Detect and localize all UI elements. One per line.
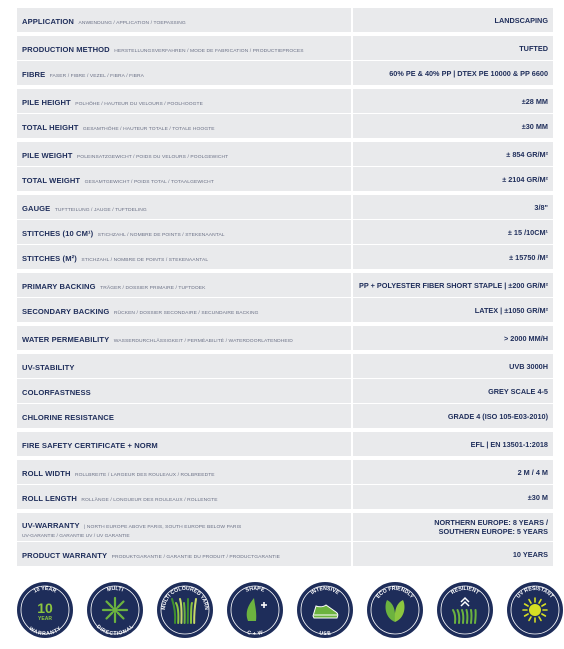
- spec-value: LATEX | ±1050 GR/M²: [474, 305, 548, 315]
- spec-row: [17, 273, 553, 297]
- spec-row: [17, 354, 553, 378]
- spec-value-cell: [353, 195, 553, 219]
- spec-label-cell: [17, 273, 353, 297]
- spec-value: UVB 3000H: [509, 361, 548, 371]
- spec-translation: | NORTH EUROPE ABOVE PARIS, SOUTH EUROPE BELOW PARIS: [84, 525, 242, 530]
- spec-row: [17, 432, 553, 456]
- spec-label-cell: [17, 432, 353, 456]
- spec-value-cell: [353, 8, 553, 32]
- spec-value: 10 YEARS: [512, 549, 548, 559]
- spec-label-cell: [17, 542, 353, 566]
- spec-translation: PRODUKTGARANTIE / GARANTIE DU PRODUIT / PRODUCTGARANTIE: [111, 555, 281, 560]
- badge-bottom-label: C + W: [246, 629, 264, 638]
- spec-label-cell: [17, 404, 353, 428]
- badge-bottom-label: DIRECTIONAL: [95, 623, 136, 637]
- spec-value: PP + POLYESTER FIBER SHORT STAPLE | ±200 GR/M²: [359, 280, 548, 290]
- spec-label: WATER PERMEABILITY: [22, 335, 110, 344]
- spec-group: [17, 195, 553, 269]
- badge-top-label: MULTI: [106, 585, 124, 594]
- spec-group: [17, 8, 553, 32]
- spec-value-cell: [353, 513, 553, 541]
- spec-row: [17, 142, 553, 166]
- spec-label-cell: [17, 61, 353, 85]
- spec-group: [17, 326, 553, 350]
- spec-label-cell: [17, 89, 353, 113]
- spec-label: SECONDARY BACKING: [22, 307, 110, 316]
- spec-label-cell: [17, 36, 353, 60]
- badge-top-label: ECO FRIENDLY: [375, 585, 415, 600]
- spec-value: EFL | EN 13501-1:2018: [470, 439, 548, 449]
- spec-label: GAUGE: [22, 204, 51, 213]
- spec-label-cell: [17, 513, 353, 541]
- spec-label-cell: [17, 326, 353, 350]
- spec-value-cell: [353, 460, 553, 484]
- spec-label: STITCHES (M²): [22, 254, 77, 263]
- spec-group: [17, 36, 553, 85]
- badge-top-label: 10 YEAR: [32, 585, 58, 595]
- spec-translation: GESAMTGEWICHT / POIDS TOTAL / TOTAALGEWICHT: [84, 180, 214, 185]
- spec-label-cell: [17, 460, 353, 484]
- spec-label-cell: [17, 245, 353, 269]
- spec-label: UV-WARRANTY: [22, 521, 80, 530]
- spec-value: ± 2104 GR/M²: [502, 174, 548, 184]
- spec-row: [17, 460, 553, 484]
- warranty-10-year-icon: [16, 581, 74, 639]
- spec-row: [17, 60, 553, 85]
- spec-value-cell: [353, 542, 553, 566]
- spec-value-cell: [353, 142, 553, 166]
- spec-label-cell: [17, 220, 353, 244]
- spec-label-cell: [17, 485, 353, 509]
- spec-row: [17, 378, 553, 403]
- spec-translation-line2: UV-GARANTIE / GARANTIE UV / UV GARANTIE: [22, 534, 130, 539]
- spec-label-cell: [17, 195, 353, 219]
- spec-value: 3/8": [534, 202, 548, 212]
- spec-value: NORTHERN EUROPE: 8 YEARS /: [434, 518, 548, 527]
- spec-value-cell: [353, 432, 553, 456]
- svg-text:USE: [319, 630, 332, 637]
- spec-translation: GESAMTHÖHE / HAUTEUR TOTALE / TOTALE HOOGTE: [82, 127, 215, 132]
- spec-row: [17, 219, 553, 244]
- spec-value-cell: [353, 220, 553, 244]
- spec-value-cell: [353, 89, 553, 113]
- spec-translation: TRÄGER / DOSSIER PRIMAIRE / TUFTDOEK: [100, 286, 206, 291]
- spec-row: [17, 541, 553, 566]
- spec-label: PRODUCTION METHOD: [22, 45, 110, 54]
- badge-center-text: 10: [37, 600, 53, 616]
- spec-translation: POLHÖHE / HAUTEUR DU VELOURS / POOLHOOGTE: [75, 102, 203, 107]
- badge-top-label: UV RESISTANT: [515, 585, 555, 600]
- badge-top-label: INTENSIVE: [309, 585, 341, 597]
- spec-value: ± 15 /10CM¹: [507, 227, 548, 237]
- badge-bottom-label: USE: [318, 630, 332, 638]
- spec-value-cell: [353, 167, 553, 191]
- spec-label: FIRE SAFETY CERTIFICATE + NORM: [22, 441, 158, 450]
- spec-group: [17, 89, 553, 138]
- spec-value-cell: [353, 114, 553, 138]
- spec-row: [17, 195, 553, 219]
- shape-c-w-icon: [226, 581, 284, 639]
- spec-row: [17, 8, 553, 32]
- spec-label: FIBRE: [22, 70, 46, 79]
- spec-value-line2: SOUTHERN EUROPE: 5 YEARS: [438, 527, 548, 536]
- spec-label: TOTAL HEIGHT: [22, 123, 79, 132]
- spec-value-cell: [353, 273, 553, 297]
- spec-value-cell: [353, 404, 553, 428]
- spec-value: GRADE 4 (ISO 105-E03-2010): [447, 411, 548, 421]
- spec-label: PRIMARY BACKING: [22, 282, 96, 291]
- badge-top-label: RESILIENT: [450, 585, 480, 597]
- badge-top-label: MULTI COLOURED YARN: [160, 585, 210, 611]
- spec-value-cell: [353, 326, 553, 350]
- spec-label-cell: [17, 167, 353, 191]
- spec-value: 60% PE & 40% PP | DTEX PE 10000 & PP 6600: [389, 68, 548, 78]
- multi-directional-icon: [86, 581, 144, 639]
- spec-row: [17, 36, 553, 60]
- spec-label: STITCHES (10 CM¹): [22, 229, 94, 238]
- spec-value: 2 M / 4 M: [517, 467, 548, 477]
- spec-value-cell: [353, 354, 553, 378]
- spec-translation: ANWENDUNG / APPLICATION / TOEPASSING: [78, 21, 186, 26]
- spec-label: ROLL WIDTH: [22, 469, 71, 478]
- spec-label: COLORFASTNESS: [22, 388, 91, 397]
- spec-value: ±30 M: [527, 492, 548, 502]
- spec-row: [17, 113, 553, 138]
- spec-value: LANDSCAPING: [494, 15, 548, 25]
- uv-resistant-sun-icon: [506, 581, 564, 639]
- spec-label: PILE HEIGHT: [22, 98, 71, 107]
- spec-value: ± 854 GR/M²: [506, 149, 548, 159]
- spec-value: ±28 MM: [521, 96, 548, 106]
- spec-translation: HERSTELLUNGSVERFAHREN / MODE DE FABRICATION / PRODUCTIEPROCES: [114, 49, 304, 54]
- spec-translation: ROLLBREITE / LARGEUR DES ROULEAUX / ROLBREEDTE: [74, 473, 215, 478]
- spec-label: UV-STABILITY: [22, 363, 75, 372]
- badge-bottom-label: WARRANTY: [27, 625, 63, 638]
- multi-coloured-yarn-icon: [156, 581, 214, 639]
- spec-value-cell: [353, 245, 553, 269]
- spec-label: ROLL LENGTH: [22, 494, 77, 503]
- spec-label-cell: [17, 114, 353, 138]
- spec-label: TOTAL WEIGHT: [22, 176, 81, 185]
- spec-translation: RÜCKEN / DOSSIER SECONDAIRE / SECUNDAIRE BACKING: [113, 311, 259, 316]
- spec-group: [17, 460, 553, 509]
- spec-label-cell: [17, 142, 353, 166]
- spec-group: [17, 142, 553, 191]
- spec-value: GREY SCALE 4-5: [488, 386, 548, 396]
- intensive-use-shoe-icon: [296, 581, 354, 639]
- spec-value-cell: [353, 61, 553, 85]
- feature-badges: [14, 581, 554, 641]
- spec-group: [17, 354, 553, 428]
- spec-row: [17, 89, 553, 113]
- spec-value-cell: [353, 298, 553, 322]
- spec-translation: TUFTTEILUNG / JAUGE / TUFTDELING: [54, 208, 147, 213]
- spec-row: [17, 403, 553, 428]
- spec-row: [17, 326, 553, 350]
- spec-group: [17, 273, 553, 322]
- badge-top-label: SHAPE: [244, 585, 266, 594]
- spec-label: CHLORINE RESISTANCE: [22, 413, 115, 422]
- spec-row: [17, 513, 553, 541]
- spec-translation: POLEINSATZGEWICHT / POIDS DU VELOURS / POOLGEWICHT: [76, 155, 229, 160]
- spec-value: ±30 MM: [521, 121, 548, 131]
- spec-translation: STICHZAHL / NOMBRE DE POINTS / STEKENAANTAL: [81, 258, 209, 263]
- spec-translation: STICHZAHL / NOMBRE DE POINTS / STEKENAANTAL: [97, 233, 225, 238]
- resilient-grass-icon: [436, 581, 494, 639]
- spec-translation: WASSERDURCHLÄSSIGKEIT / PERMÉABILITÉ / WATERDOORLATENDHEID: [113, 339, 293, 344]
- badge-center-subtext: YEAR: [38, 616, 52, 622]
- spec-row: [17, 166, 553, 191]
- spec-value-cell: [353, 36, 553, 60]
- spec-group: [17, 432, 553, 456]
- spec-table: [17, 8, 553, 570]
- spec-translation: ROLLÄNGE / LONGUEUR DES ROULEAUX / ROLLENGTE: [81, 498, 218, 503]
- spec-value: > 2000 MM/H: [503, 333, 548, 343]
- spec-value: TUFTED: [519, 43, 548, 53]
- spec-translation: FASER / FIBRE / VEZEL / FIBRA / FIBRA: [49, 74, 145, 79]
- spec-value-cell: [353, 485, 553, 509]
- spec-group: [17, 513, 553, 566]
- spec-value-cell: [353, 379, 553, 403]
- spec-label: APPLICATION: [22, 17, 75, 26]
- spec-label-cell: [17, 298, 353, 322]
- spec-label: PILE WEIGHT: [22, 151, 73, 160]
- spec-row: [17, 244, 553, 269]
- spec-label-cell: [17, 379, 353, 403]
- eco-friendly-leaf-icon: [366, 581, 424, 639]
- spec-label-cell: [17, 354, 353, 378]
- spec-label-cell: [17, 8, 353, 32]
- spec-value: ± 15750 /M²: [509, 252, 548, 262]
- spec-row: [17, 484, 553, 509]
- spec-row: [17, 297, 553, 322]
- spec-label: PRODUCT WARRANTY: [22, 551, 108, 560]
